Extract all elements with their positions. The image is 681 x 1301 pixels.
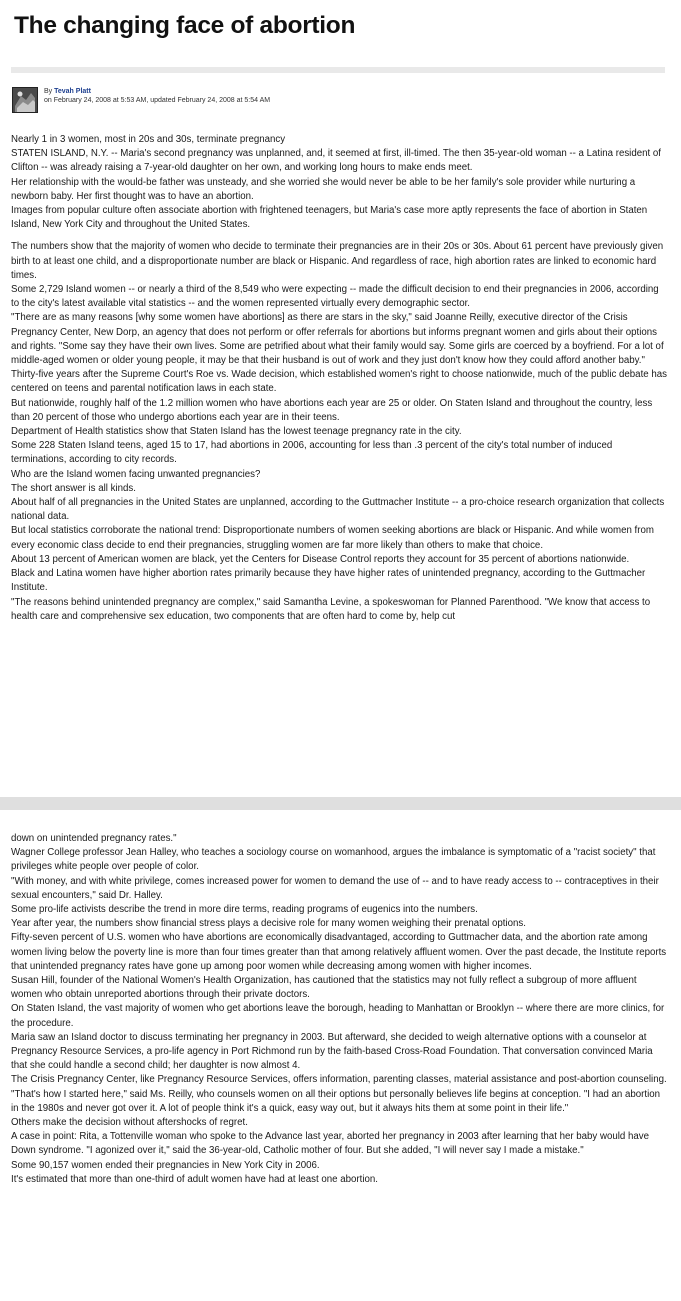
paragraph: Thirty-five years after the Supreme Court's Roe vs. Wade decision, which established women's right to choose nationwide, much of the public debate has centered on teens and parental notification laws in each state. xyxy=(11,369,667,395)
paragraph: But nationwide, roughly half of the 1.2 million women who have abortions each year are 25 or older. On Staten Island and throughout the country, less than 20 percent of those who undergo abortions each year are in their teens. xyxy=(11,397,653,423)
paragraph: Wagner College professor Jean Halley, who teaches a sociology course on womanhood, argues the imbalance is symptomatic of a "racist society" that privileges white people over people of color. xyxy=(11,847,656,873)
paragraph: Some 2,729 Island women -- or nearly a third of the 8,549 who were expecting -- made the difficult decision to end their pregnancies in 2006, according to the city's latest available vital statistics -- and the women represented virtually every demographic sector. xyxy=(11,284,659,310)
article-body-part1 xyxy=(11,133,668,624)
author-link[interactable]: Tevah Platt xyxy=(54,88,91,95)
paragraph: The numbers show that the majority of women who decide to terminate their pregnancies are in their 20s or 30s. About 61 percent have previously given birth to at least one child, and a disproportionate number are black or Hispanic. And regardless of race, high abortion rates are linked to economic hard times. xyxy=(11,241,664,281)
author-avatar xyxy=(12,87,38,113)
paragraph: Maria saw an Island doctor to discuss terminating her pregnancy in 2003. But afterward, she decided to weigh alternative options with a counselor at Pregnancy Resource Services, a pro-life agency in Port Richmond run by the faith-based Cross-Road Foundation. That conversation convinced Maria that she could handle a second child; her daughter is now almost 4. xyxy=(11,1031,653,1072)
paragraph: Department of Health statistics show that Staten Island has the lowest teenage pregnancy rate in the city. xyxy=(11,426,462,438)
paragraph: down on unintended pregnancy rates." xyxy=(11,833,177,844)
byline-prefix: By xyxy=(44,88,53,95)
article-body-part2 xyxy=(11,832,668,1187)
article-title: The changing face of abortion xyxy=(14,12,356,39)
paragraph: But local statistics corroborate the national trend: Disproportionate numbers of women seeking abortions are black or Hispanic. And while women from every economic class decide to end their pregnancies, struggling women are far more likely than others to make that choice. xyxy=(11,525,654,551)
paragraph: "With money, and with white privilege, comes increased power for women to demand the use of -- and to have ready access to -- contraceptives in their sexual encounters," said Dr. Halley. xyxy=(11,875,659,901)
paragraph: Her relationship with the would-be father was unsteady, and she worried she would never be able to be her family's sole provider while nurturing a newborn baby. Her first thought was to have an abortion. xyxy=(11,176,636,202)
paragraph: STATEN ISLAND, N.Y. -- Maria's second pregnancy was unplanned, and, it seemed at first, ill-timed. The then 35-year-old woman -- a Latina resident of Clifton -- was already raising a 7-year-old daughter on her own, and working long hours to make ends meet. xyxy=(11,148,661,174)
paragraph: "That's how I started here," said Ms. Reilly, who counsels women on all their options but personally believes life begins at conception. "I had an abortion in the 1980s and never got over it. A lot of people think it's a quick, easy way out, but it always hits them at some point in their life." xyxy=(11,1088,661,1114)
paragraph: About half of all pregnancies in the United States are unplanned, according to the Guttmacher Institute -- a pro-choice research organization that collects national data. xyxy=(11,497,665,523)
article-subhead: Nearly 1 in 3 women, most in 20s and 30s, terminate pregnancy xyxy=(11,134,286,145)
paragraph: Year after year, the numbers show financial stress plays a decisive role for many women weighing their prenatal options. xyxy=(11,918,526,930)
paragraph: "There are as many reasons [why some women have abortions] as there are stars in the sky," said Joanne Reilly, executive director of the Crisis Pregnancy Center, New Dorp, an agency that does not perform or offer referrals for abortions but informs pregnant women and girls about their options and rights. "Some say they have their own lives. Some are petrified about what their family would say. Some girls are coerced by a boyfriend. For a lot of middle-aged women or older young people, it may be that their husband is out of work and they just don't know how they could afford another baby." xyxy=(11,312,664,367)
paragraph: Who are the Island women facing unwanted pregnancies? xyxy=(11,468,261,480)
paragraph: Some pro-life activists describe the trend in more dire terms, reading programs of eugenics into the numbers. xyxy=(11,904,478,916)
byline xyxy=(44,87,270,105)
paragraph: Fifty-seven percent of U.S. women who have abortions are economically disadvantaged, according to Guttmacher data, and the abortion rate among women living below the poverty line is more than four times greater than that among relatively affluent women. Over the past decade, the Institute reports that unintended pregnancy rates have gone up among poor women while decreasing among women with higher incomes. xyxy=(11,932,667,972)
paragraph: Others make the decision without aftershocks of regret. xyxy=(11,1117,248,1129)
paragraph: Black and Latina women have higher abortion rates primarily because they have higher rates of unintended pregnancy, according to the Guttmacher Institute. xyxy=(11,568,646,594)
paragraph: Some 90,157 women ended their pregnancies in New York City in 2006. xyxy=(11,1159,320,1171)
paragraph: It's estimated that more than one-third of adult women have had at least one abortion. xyxy=(11,1173,378,1185)
paragraph: The short answer is all kinds. xyxy=(11,482,136,494)
publish-date: on February 24, 2008 at 5:53 AM, updated February 24, 2008 at 5:54 AM xyxy=(44,97,271,104)
paragraph: On Staten Island, the vast majority of women who get abortions leave the borough, heading to Manhattan or Brooklyn -- where there are more clinics, for the procedure. xyxy=(11,1003,665,1029)
page-break-divider xyxy=(0,797,681,810)
paragraph: About 13 percent of American women are black, yet the Centers for Disease Control reports they account for 35 percent of abortions nationwide. xyxy=(11,553,630,565)
paragraph: "The reasons behind unintended pregnancy are complex," said Samantha Levine, a spokeswoman for Planned Parenthood. "We know that access to health care and comprehensive sex education, two components that are often hard to come by, help cut xyxy=(11,596,651,622)
paragraph: A case in point: Rita, a Tottenville woman who spoke to the Advance last year, aborted her pregnancy in 2003 after learning that her baby would have Down syndrome. "I agonized over it," said the 36-year-old, Catholic mother of four. But she added, "I will never say I made a mistake." xyxy=(11,1131,649,1157)
paragraph: Images from popular culture often associate abortion with frightened teenagers, but Maria's case more aptly represents the face of abortion in Staten Island, New York City and throughout the United States. xyxy=(11,205,648,231)
paragraph: Susan Hill, founder of the National Women's Health Organization, has cautioned that the statistics may not fully reflect a subgroup of more affluent women who obtain unreported abortions through their private doctors. xyxy=(11,975,637,1001)
paragraph: Some 228 Staten Island teens, aged 15 to 17, had abortions in 2006, accounting for less than .3 percent of the city's total number of induced terminations, according to city records. xyxy=(11,440,613,466)
header-divider xyxy=(11,67,665,73)
paragraph: The Crisis Pregnancy Center, like Pregnancy Resource Services, offers information, parenting classes, material assistance and post-abortion counseling. xyxy=(11,1074,667,1086)
